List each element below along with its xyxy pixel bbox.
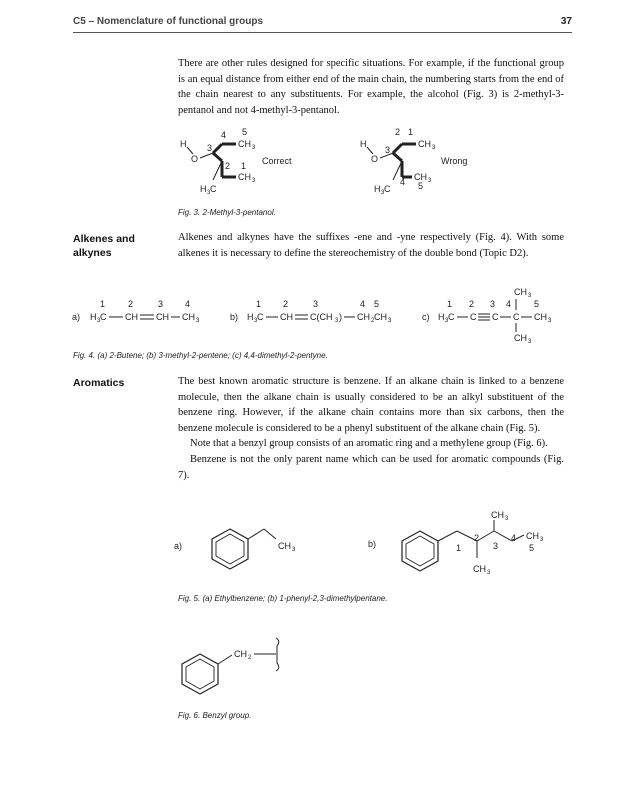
svg-text:C: C	[492, 312, 499, 322]
fig3-correct-structure	[178, 125, 318, 200]
svg-text:C: C	[257, 312, 264, 322]
svg-text:b): b)	[230, 312, 239, 322]
svg-text:4: 4	[506, 299, 512, 309]
intro-paragraph	[178, 56, 564, 118]
fig4-structures	[72, 284, 572, 344]
svg-text:5: 5	[242, 127, 248, 137]
svg-text:4: 4	[185, 299, 191, 309]
alkenes-paragraph	[178, 230, 564, 261]
svg-text:H: H	[438, 312, 445, 322]
fig3-caption: Fig. 3. 2-Methyl-3-pentanol.	[178, 208, 276, 217]
svg-text:1: 1	[256, 299, 262, 309]
svg-text:b): b)	[368, 539, 377, 549]
svg-text:5: 5	[374, 299, 380, 309]
aromatics-p2: Note that a benzyl group consists of an aromatic ring and a methylene group (Fig. 6).	[190, 438, 548, 450]
svg-text:2: 2	[248, 655, 252, 661]
svg-text:CH: CH	[238, 172, 251, 182]
svg-text:3: 3	[158, 299, 164, 309]
header-rule	[73, 32, 572, 33]
svg-text:3: 3	[432, 145, 436, 151]
page-number: 37	[560, 16, 572, 27]
svg-text:H: H	[200, 184, 207, 194]
svg-text:1: 1	[100, 299, 106, 309]
svg-text:4: 4	[511, 533, 517, 543]
svg-text:3: 3	[254, 318, 258, 324]
svg-text:CH: CH	[278, 541, 291, 551]
svg-text:CH: CH	[156, 312, 169, 322]
svg-text:3: 3	[196, 318, 200, 324]
svg-text:3: 3	[493, 541, 499, 551]
svg-text:3: 3	[388, 318, 392, 324]
page-header	[73, 14, 572, 30]
intro-text: There are other rules designed for specific situations. For example, if the functional group is an equal distance from either end of the main chain, the numbering starts from the end of the chain nearest to any substituents. For example, the alcohol (Fig. 3) is 2-methyl-3-pentanol and not 4-methyl-3-pentanol.	[178, 58, 564, 116]
svg-text:C: C	[100, 312, 107, 322]
fig5-structures	[172, 505, 572, 585]
fig6-structure	[172, 632, 302, 702]
svg-text:3: 3	[548, 318, 552, 324]
svg-text:CH: CH	[526, 531, 539, 541]
svg-text:5: 5	[529, 543, 535, 553]
svg-text:CH: CH	[414, 172, 427, 182]
svg-text:4: 4	[400, 177, 406, 187]
svg-text:3: 3	[487, 570, 491, 576]
svg-text:3: 3	[252, 145, 256, 151]
alkenes-text: Alkenes and alkynes have the suffixes -ene and -yne respectively (Fig. 4). With some alkenes it is necessary to define the stereochemistry of the double bond (Topic D2).	[178, 232, 564, 259]
svg-text:O: O	[191, 154, 199, 164]
svg-text:CH: CH	[418, 139, 431, 149]
svg-text:4: 4	[360, 299, 366, 309]
svg-text:O: O	[371, 154, 379, 164]
svg-text:C: C	[470, 312, 477, 322]
svg-text:2: 2	[469, 299, 475, 309]
svg-text:2: 2	[395, 127, 401, 137]
svg-text:H: H	[90, 312, 97, 322]
svg-text:H: H	[374, 184, 381, 194]
svg-text:C: C	[513, 312, 520, 322]
svg-text:C: C	[210, 184, 217, 194]
svg-text:5: 5	[534, 299, 540, 309]
svg-text:4: 4	[221, 130, 227, 140]
chapter-title: C5 – Nomenclature of functional groups	[73, 16, 264, 27]
svg-text:3: 3	[292, 547, 296, 553]
fig3-wrong-structure	[358, 125, 498, 200]
svg-text:3: 3	[207, 190, 211, 196]
svg-text:5: 5	[418, 181, 424, 191]
svg-text:CH: CH	[514, 333, 527, 343]
svg-text:c): c)	[422, 312, 430, 322]
fig3-wrong-label: Wrong	[441, 156, 468, 166]
svg-text:1: 1	[241, 161, 247, 171]
svg-text:1: 1	[408, 127, 414, 137]
fig3-correct-label: Correct	[262, 156, 292, 166]
svg-text:3: 3	[445, 318, 449, 324]
svg-text:CH: CH	[473, 564, 486, 574]
svg-text:a): a)	[174, 541, 183, 551]
svg-text:a): a)	[72, 312, 81, 322]
svg-text:2: 2	[371, 318, 375, 324]
fig4-caption: Fig. 4. (a) 2-Butene; (b) 3-methyl-2-pentene; (c) 4,4-dimethyl-2-pentyne.	[73, 351, 328, 360]
aromatics-heading: Aromatics	[73, 377, 125, 389]
svg-text:C: C	[384, 184, 391, 194]
fig5-caption: Fig. 5. (a) Ethylbenzene; (b) 1-phenyl-2,3-dimethylpentane.	[178, 594, 388, 603]
svg-text:3: 3	[428, 178, 432, 184]
svg-text:H: H	[360, 139, 367, 149]
aromatics-paragraph	[178, 374, 564, 483]
svg-text:CH: CH	[534, 312, 547, 322]
svg-text:3: 3	[381, 190, 385, 196]
svg-text:H: H	[180, 139, 187, 149]
svg-text:1: 1	[447, 299, 453, 309]
svg-text:CH: CH	[125, 312, 138, 322]
aromatics-p1: The best known aromatic structure is benzene. If an alkane chain is linked to a benzene molecule, then the alkane chain is usually considered to be an alkyl substituent of the benzene ring. However, if the alkane chain contains more than six carbons, then the benzene molecule is considered to be a phenyl substituent of the alkane chain (Fig. 5).	[178, 376, 564, 434]
svg-text:2: 2	[128, 299, 134, 309]
svg-text:CH: CH	[491, 510, 504, 520]
svg-text:3: 3	[490, 299, 496, 309]
svg-text:CH: CH	[357, 312, 370, 322]
svg-text:C(CH: C(CH	[310, 312, 333, 322]
svg-text:3: 3	[528, 293, 532, 299]
svg-text:3: 3	[335, 318, 339, 324]
svg-text:CH: CH	[374, 312, 387, 322]
svg-text:H: H	[247, 312, 254, 322]
svg-text:3: 3	[313, 299, 319, 309]
svg-text:CH: CH	[514, 287, 527, 297]
svg-text:CH: CH	[182, 312, 195, 322]
svg-text:3: 3	[540, 537, 544, 543]
svg-text:3: 3	[97, 318, 101, 324]
svg-text:3: 3	[528, 339, 532, 345]
svg-text:3: 3	[505, 516, 509, 522]
svg-text:2: 2	[283, 299, 289, 309]
svg-text:2: 2	[225, 161, 231, 171]
svg-text:C: C	[448, 312, 455, 322]
svg-text:3: 3	[207, 143, 213, 153]
aromatics-p3: Benzene is not the only parent name which can be used for aromatic compounds (Fig. 7).	[178, 453, 564, 481]
svg-text:CH: CH	[280, 312, 293, 322]
svg-text:3: 3	[252, 178, 256, 184]
svg-text:): )	[339, 312, 342, 322]
fig6-caption: Fig. 6. Benzyl group.	[178, 711, 252, 720]
svg-text:1: 1	[456, 543, 462, 553]
svg-text:3: 3	[385, 145, 391, 155]
svg-text:CH: CH	[234, 649, 247, 659]
svg-text:CH: CH	[238, 139, 251, 149]
svg-text:2: 2	[474, 533, 480, 543]
alkenes-heading: Alkenes and alkynes	[73, 233, 135, 259]
